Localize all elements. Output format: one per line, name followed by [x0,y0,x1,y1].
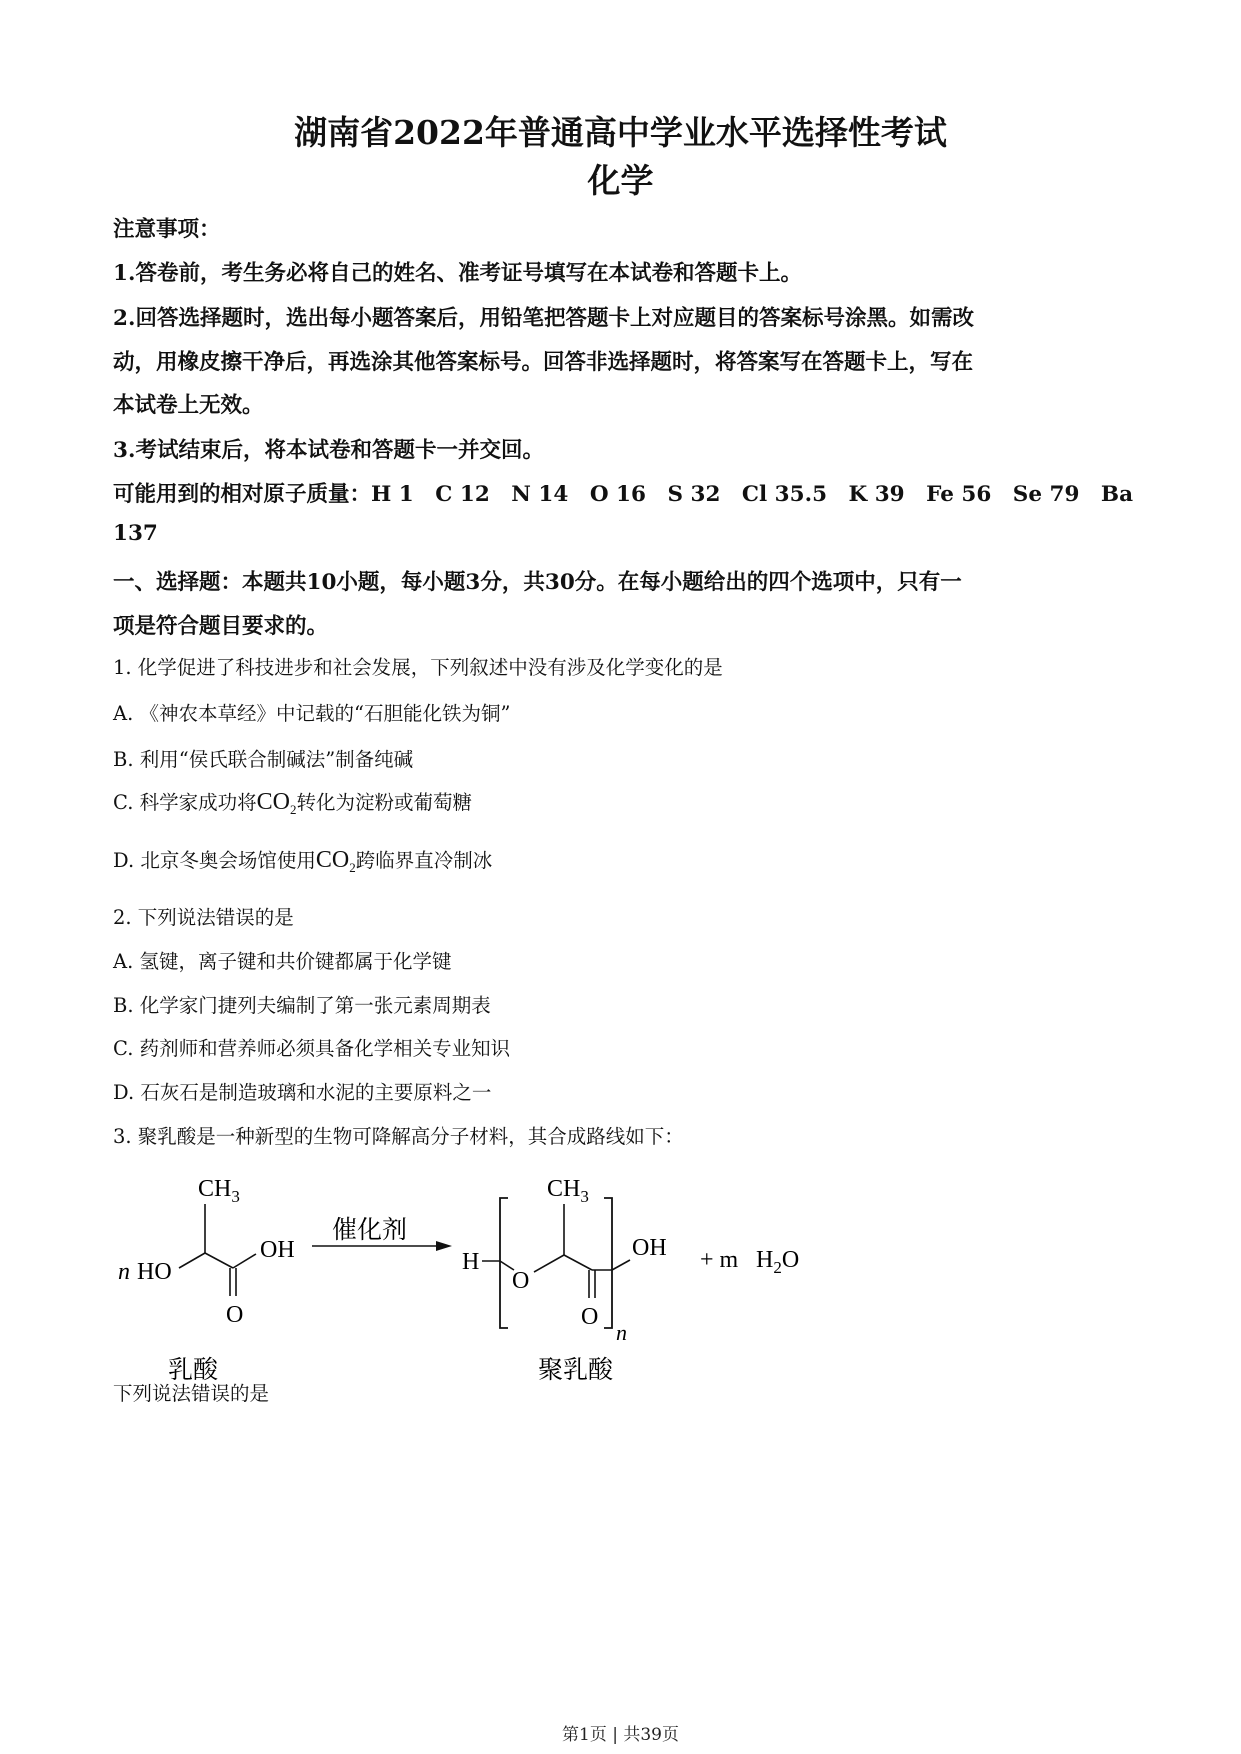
exam-title: 湖南省2022年普通高中学业水平选择性考试 [294,113,947,152]
arrow-head-icon [436,1241,452,1251]
q2-option-c: C. 药剂师和营养师必须具备化学相关专业知识 [113,1037,511,1060]
lactic-acid-label: 乳酸 [168,1355,219,1384]
q2-stem: 2. 下列说法错误的是 [113,906,294,929]
q1-option-d: D. 北京冬奥会场馆使用$CO_2$跨临界直冷制冰 [113,847,493,875]
coefficient-n: n [118,1259,130,1285]
co2-formula: $CO_2$ [256,789,297,817]
oh-label: OH [260,1237,295,1263]
catalyst-label: 催化剂 [332,1215,408,1244]
water-formula: $H_2O$ [756,1247,800,1277]
q1-stem: 1. 化学促进了科技进步和社会发展，下列叙述中没有涉及化学变化的是 [113,656,723,679]
q2-option-d: D. 石灰石是制造玻璃和水泥的主要原料之一 [113,1081,492,1104]
ch3-label-polymer: $CH_3$ [547,1176,589,1206]
q2-option-a: A. 氢键，离子键和共价键都属于化学键 [113,950,452,973]
ho-label: HO [137,1259,172,1285]
q3-stem: 3. 聚乳酸是一种新型的生物可降解高分子材料，其合成路线如下： [113,1125,684,1148]
carbonyl-o-label: O [226,1302,244,1328]
notice-heading: 注意事项： [113,217,221,242]
q3-tail: 下列说法错误的是 [113,1382,270,1405]
exam-subject: 化学 [587,161,654,200]
notice-item-3: 3.考试结束后，将本试卷和答题卡一并交回。 [113,438,544,463]
page-footer: 第1页 | 共39页 [562,1725,679,1745]
reaction-scheme [0,1160,1241,1470]
notice-item-2-line-3: 本试卷上无效。 [113,393,264,418]
oh-label-polymer: OH [632,1235,667,1261]
section-heading-line-2: 项是符合题目要求的。 [113,614,329,639]
atomic-masses-line-2: 137 [113,521,158,546]
q2-option-b: B. 化学家门捷列夫编制了第一张元素周期表 [113,994,491,1017]
section-heading-line-1: 一、选择题：本题共10小题，每小题3分，共30分。在每小题给出的四个选项中，只有一 [113,570,962,595]
q1-option-a: A. 《神农本草经》中记载的“石胆能化铁为铜” [113,702,511,725]
notice-item-1: 1.答卷前，考生务必将自己的姓名、准考证号填写在本试卷和答题卡上。 [113,261,802,286]
notice-item-2-line-2: 动，用橡皮擦干净后，再选涂其他答案标号。回答非选择题时，将答案写在答题卡上，写在 [113,350,974,375]
q1-option-b: B. 利用“侯氏联合制碱法”制备纯碱 [113,748,414,771]
polylactic-acid-label: 聚乳酸 [538,1355,614,1384]
repeat-subscript-n: n [616,1320,627,1345]
notice-item-2-line-1: 2.回答选择题时，选出每小题答案后，用铅笔把答题卡上对应题目的答案标号涂黑。如需改 [113,306,974,331]
right-bracket [604,1198,612,1328]
h-terminal-label: H [462,1249,480,1275]
plus-m-label: + m [700,1247,739,1273]
carbonyl-o-label-polymer: O [581,1304,599,1330]
co2-formula: $CO_2$ [315,847,356,875]
ch3-label: $CH_3$ [198,1176,240,1206]
atomic-masses-line-1: 可能用到的相对原子质量：H 1 C 12 N 14 O 16 S 32 Cl 35.5 K 39 Fe 56 Se 79 Ba [113,482,1134,507]
q1-option-c: C. 科学家成功将$CO_2$转化为淀粉或葡萄糖 [113,789,472,817]
ester-o-label: O [512,1268,530,1294]
